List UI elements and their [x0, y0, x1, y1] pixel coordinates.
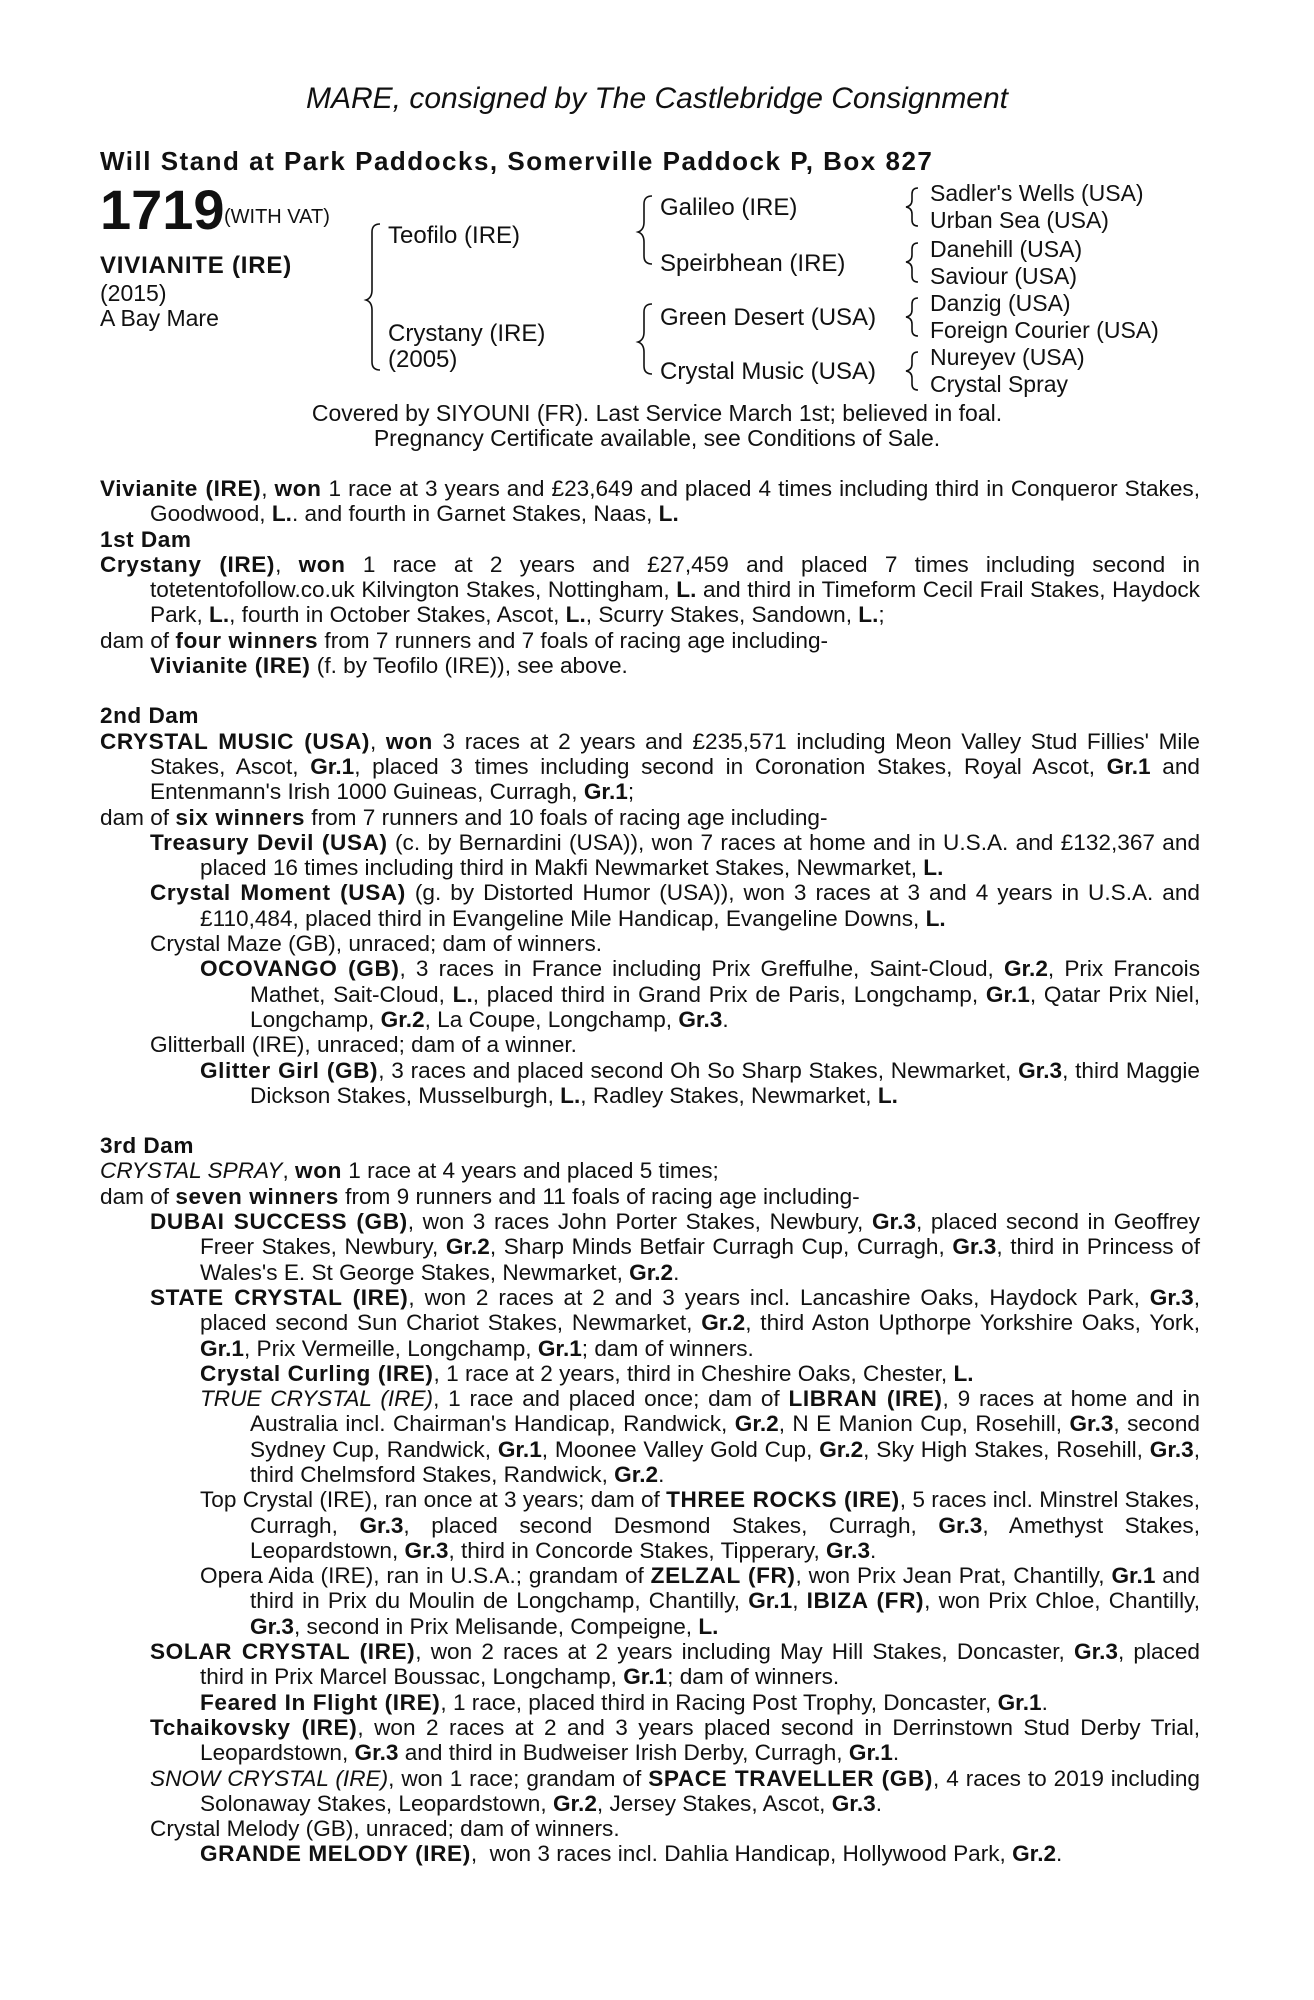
produce-item: SNOW CRYSTAL (IRE), won 1 race; grandam of SPACE TRAVELLER (GB), 4 races to 2019 including Solonaway Stakes, Leopardstown, Gr.2, Jersey Stakes, Ascot, Gr.3. [150, 1765, 1200, 1816]
section-1st-dam: 1st Dam [100, 526, 192, 552]
first-dam-record: Crystany (IRE), won 1 race at 2 years and £27,459 and placed 7 times including second in totetentofollow.co.uk Kilvington Stakes, Nottingham, L. and third in Timeform Cecil Frail Stakes, Haydock Park, L., fourth in October Stakes, Ascot, L., Scurry Stakes, Sandown, L.; [100, 551, 1200, 628]
vat-note: (WITH VAT) [224, 206, 330, 228]
produce-item: Vivianite (IRE) (f. by Teofilo (IRE)), see above. [150, 653, 628, 679]
produce-item: SOLAR CRYSTAL (IRE), won 2 races at 2 years including May Hill Stakes, Doncaster, Gr.3, placed third in Prix Marcel Boussac, Longchamp, Gr.1; dam of winners. [150, 1639, 1201, 1690]
produce-item: Crystal Maze (GB), unraced; dam of winners. [150, 931, 603, 957]
produce-item: Opera Aida (IRE), ran in U.S.A.; grandam of ZELZAL (FR), won Prix Jean Prat, Chantilly, Gr.1 and third in Prix du Moulin de Longchamp, Chantilly, Gr.1, IBIZA (FR), won Prix Chloe, Chantilly, Gr.3, second in Prix Melisande, Compeigne, L. [200, 1563, 1200, 1639]
produce-item: Glitterball (IRE), unraced; dam of a winner. [150, 1032, 577, 1058]
race-record-text [100, 476, 1200, 1867]
horse-description: A Bay Mare [100, 305, 219, 331]
covered-line: Covered by SIYOUNI (FR). Last Service March 1st; believed in foal. [311, 400, 1003, 426]
produce-item: Treasury Devil (USA) (c. by Bernardini (USA)), won 7 races at home and in U.S.A. and £132,367 and placed 16 times including third in Makfi Newmarket Stakes, Newmarket, L. [150, 829, 1201, 881]
pedigree-sire-dam: Speirbhean (IRE) [660, 250, 846, 277]
horse-name: VIVIANITE (IRE) [100, 252, 293, 279]
first-dam-produce: dam of four winners from 7 runners and 7 foals of racing age including- [100, 627, 829, 653]
pedigree-dsd: Foreign Courier (USA) [930, 317, 1159, 343]
second-dam-record: CRYSTAL MUSIC (USA), won 3 races at 2 years and £235,571 including Meon Valley Stud Fillies' Mile Stakes, Ascot, Gr.1, placed 3 times including second in Coronation Stakes, Royal Ascot, Gr.1 and Entenmann's Irish 1000 Guineas, Curragh, Gr.1; [100, 728, 1201, 805]
pedigree-sss: Sadler's Wells (USA) [930, 180, 1144, 206]
pedigree-sire: Teofilo (IRE) [388, 222, 521, 249]
pedigree-sdd: Saviour (USA) [930, 263, 1077, 289]
produce-item: OCOVANGO (GB), 3 races in France including Prix Greffulhe, Saint-Cloud, Gr.2, Prix Francois Mathet, Sait-Cloud, L., placed third in Grand Prix de Paris, Longchamp, Gr.1, Qatar Prix Niel, Longchamp, Gr.2, La Coupe, Longchamp, Gr.3. [200, 956, 1201, 1032]
second-dam-produce: dam of six winners from 7 runners and 10 foals of racing age including- [100, 804, 828, 830]
pedigree-sire-sire: Galileo (IRE) [660, 194, 798, 221]
produce-item: STATE CRYSTAL (IRE), won 2 races at 2 and 3 years incl. Lancashire Oaks, Haydock Park, Gr.3, placed second Sun Chariot Stakes, Newmarket, Gr.2, third Aston Upthorpe Yorkshire Oaks, York, Gr.1, Prix Vermeille, Longchamp, Gr.1; dam of winners. [150, 1284, 1201, 1361]
pedigree-dam-year: (2005) [388, 346, 458, 373]
produce-item: Crystal Melody (GB), unraced; dam of winners. [150, 1816, 620, 1842]
stand-location: Will Stand at Park Paddocks, Somerville Paddock P, Box 827 [100, 146, 934, 176]
third-dam-record: CRYSTAL SPRAY, won 1 race at 4 years and placed 5 times; [100, 1158, 719, 1184]
produce-item: Crystal Curling (IRE), 1 race at 2 years, third in Cheshire Oaks, Chester, L. [200, 1360, 974, 1386]
pregnancy-line: Pregnancy Certificate available, see Conditions of Sale. [373, 425, 941, 451]
horse-year: (2015) [100, 280, 167, 306]
pedigree-dam-dam: Crystal Music (USA) [660, 358, 877, 385]
produce-item: GRANDE MELODY (IRE), won 3 races incl. Dahlia Handicap, Hollywood Park, Gr.2. [200, 1841, 1063, 1867]
horse-record: Vivianite (IRE), won 1 race at 3 years and £23,649 and placed 4 times including third in Conqueror Stakes, Goodwood, L.. and fourth in Garnet Stakes, Naas, L. [100, 476, 1200, 527]
pedigree-dss: Danzig (USA) [930, 290, 1071, 316]
produce-item: Glitter Girl (GB), 3 races and placed second Oh So Sharp Stakes, Newmarket, Gr.3, third Maggie Dickson Stakes, Musselburgh, L., Radley Stakes, Newmarket, L. [200, 1057, 1200, 1108]
produce-item: Crystal Moment (USA) (g. by Distorted Humor (USA)), won 3 races at 3 and 4 years in U.S.A. and £110,484, placed third in Evangeline Mile Handicap, Evangeline Downs, L. [150, 880, 1200, 931]
section-2nd-dam: 2nd Dam [100, 703, 199, 729]
lot-number: 1719 [100, 178, 225, 241]
pedigree-dds: Nureyev (USA) [930, 344, 1085, 370]
produce-item: Feared In Flight (IRE), 1 race, placed third in Racing Post Trophy, Doncaster, Gr.1. [200, 1689, 1048, 1715]
consignment-heading: MARE, consigned by The Castlebridge Consignment [305, 82, 1009, 115]
pedigree-ssd: Urban Sea (USA) [930, 207, 1109, 233]
produce-item: DUBAI SUCCESS (GB), won 3 races John Porter Stakes, Newbury, Gr.3, placed second in Geoffrey Freer Stakes, Newbury, Gr.2, Sharp Minds Betfair Curragh Cup, Curragh, Gr.3, third in Princess of Wales's E. St George Stakes, Newmarket, Gr.2. [150, 1209, 1200, 1285]
pedigree-ddd: Crystal Spray [930, 371, 1069, 397]
third-dam-produce: dam of seven winners from 9 runners and 11 foals of racing age including- [100, 1183, 860, 1209]
produce-item: TRUE CRYSTAL (IRE), 1 race and placed once; dam of LIBRAN (IRE), 9 races at home and in Australia incl. Chairman's Handicap, Randwick, Gr.2, N E Manion Cup, Rosehill, Gr.3, second Sydney Cup, Randwick, Gr.1, Moonee Valley Gold Cup, Gr.2, Sky High Stakes, Rosehill, Gr.3, third Chelmsford Stakes, Randwick, Gr.2. [200, 1386, 1201, 1487]
produce-item: Top Crystal (IRE), ran once at 3 years; dam of THREE ROCKS (IRE), 5 races incl. Minstrel Stakes, Curragh, Gr.3, placed second Desmond Stakes, Curragh, Gr.3, Amethyst Stakes, Leopardstown, Gr.3, third in Concorde Stakes, Tipperary, Gr.3. [200, 1487, 1200, 1563]
section-3rd-dam: 3rd Dam [100, 1133, 194, 1159]
pedigree-dam-sire: Green Desert (USA) [660, 304, 877, 331]
pedigree-sds: Danehill (USA) [930, 236, 1083, 262]
pedigree-dam: Crystany (IRE) [388, 320, 546, 347]
produce-item: Tchaikovsky (IRE), won 2 races at 2 and 3 years placed second in Derrinstown Stud Derby Trial, Leopardstown, Gr.3 and third in Budweiser Irish Derby, Curragh, Gr.1. [150, 1714, 1200, 1766]
